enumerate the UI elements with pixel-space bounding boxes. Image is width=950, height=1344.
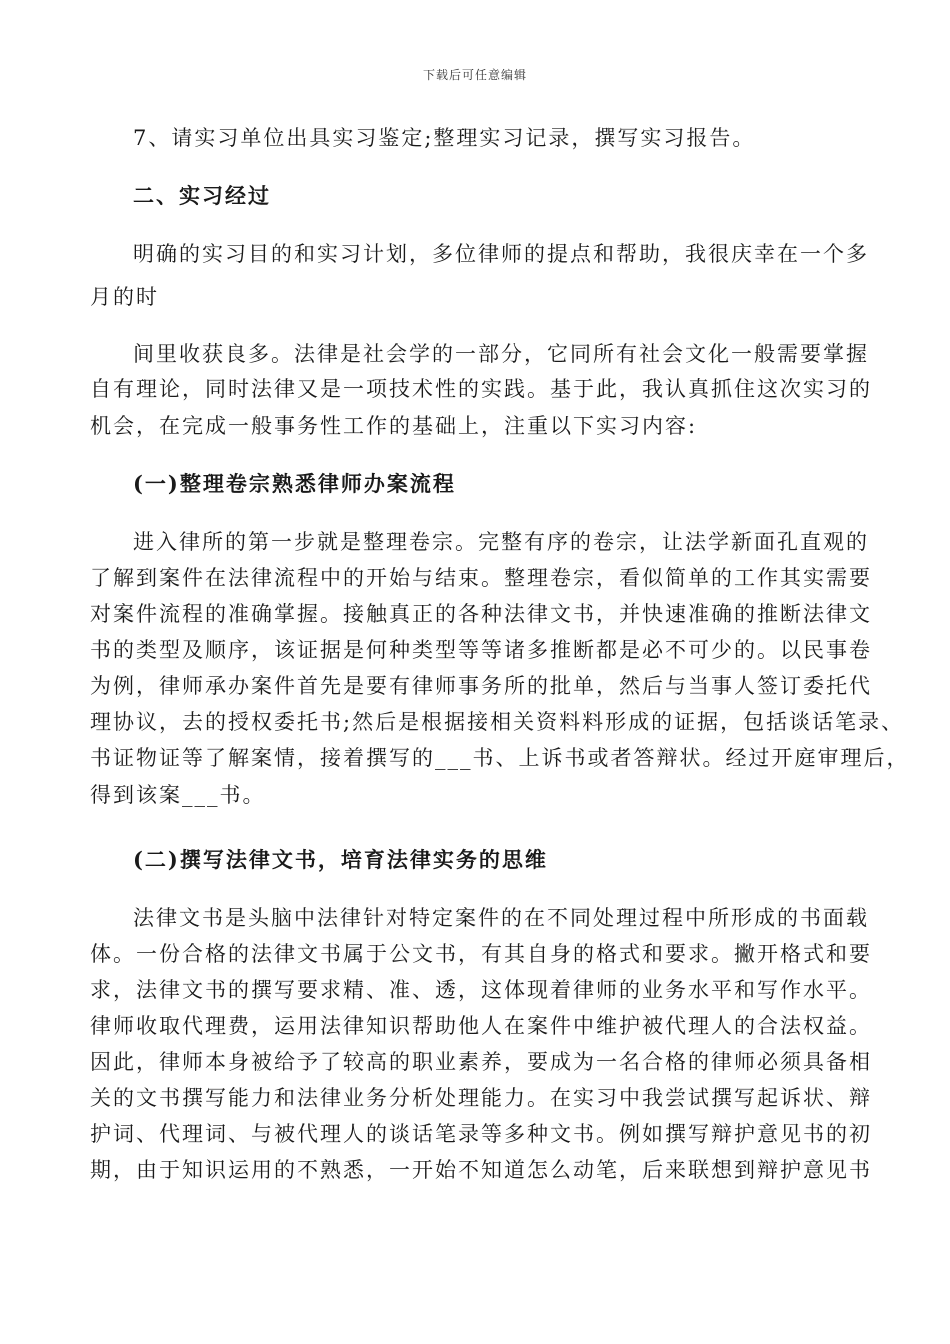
paragraph-line: 求，法律文书的撰写要求精、准、透，这体现着律师的业务水平和写作水平。 (90, 978, 872, 1002)
subsection-heading: (二)撰写法律文书，培育法律实务的思维 (133, 847, 548, 872)
paragraph-line: 期，由于知识运用的不熟悉，一开始不知道怎么动笔，后来联想到辩护意见书 (90, 1158, 872, 1182)
paragraph-line: 理协议，去的授权委托书;然后是根据接相关资料料形成的证据，包括谈话笔录、 (90, 710, 905, 734)
paragraph-line: 关的文书撰写能力和法律业务分析处理能力。在实习中我尝试撰写起诉状、辩 (90, 1086, 872, 1110)
section-heading: 二、实习经过 (133, 183, 271, 208)
paragraph-line: 因此，律师本身被给予了较高的职业素养，要成为一名合格的律师必须具备相 (90, 1050, 872, 1074)
page-header: 下载后可任意编辑 (422, 68, 527, 82)
paragraph-line: 为例，律师承办案件首先是要有律师事务所的批单，然后与当事人签订委托代 (90, 674, 872, 698)
paragraph-line: 机会，在完成一般事务性工作的基础上，注重以下实习内容: (90, 414, 698, 438)
paragraph-line: 自有理论，同时法律又是一项技术性的实践。基于此，我认真抓住这次实习的 (90, 377, 872, 401)
paragraph-line: 护词、代理词、与被代理人的谈话笔录等多种文书。例如撰写辩护意见书的初 (90, 1122, 872, 1146)
paragraph-line: 得到该案___书。 (90, 783, 266, 807)
paragraph-line: 7、请实习单位出具实习鉴定;整理实习记录，撰写实习报告。 (133, 126, 756, 150)
paragraph-line: 法律文书是头脑中法律针对特定案件的在不同处理过程中所形成的书面载 (133, 906, 869, 930)
paragraph-line: 月的时 (90, 285, 159, 309)
paragraph-line: 律师收取代理费，运用法律知识帮助他人在案件中维护被代理人的合法权益。 (90, 1014, 872, 1038)
paragraph-line: 明确的实习目的和实习计划，多位律师的提点和帮助，我很庆幸在一个多 (133, 242, 869, 266)
paragraph-line: 体。一份合格的法律文书属于公文书，有其自身的格式和要求。撇开格式和要 (90, 942, 872, 966)
paragraph-line: 进入律所的第一步就是整理卷宗。完整有序的卷宗，让法学新面孔直观的 (133, 530, 869, 554)
subsection-heading: (一)整理卷宗熟悉律师办案流程 (133, 471, 456, 496)
paragraph-line: 书证物证等了解案情，接着撰写的___书、上诉书或者答辩状。经过开庭审理后， (90, 746, 910, 770)
paragraph-line: 对案件流程的准确掌握。接触真正的各种法律文书，并快速准确的推断法律文 (90, 602, 872, 626)
paragraph-line: 书的类型及顺序，该证据是何种类型等等诸多推断都是必不可少的。以民事卷 (90, 638, 872, 662)
paragraph-line: 了解到案件在法律流程中的开始与结束。整理卷宗，看似简单的工作其实需要 (90, 566, 872, 590)
paragraph-line: 间里收获良多。法律是社会学的一部分，它同所有社会文化一般需要掌握 (133, 342, 869, 366)
